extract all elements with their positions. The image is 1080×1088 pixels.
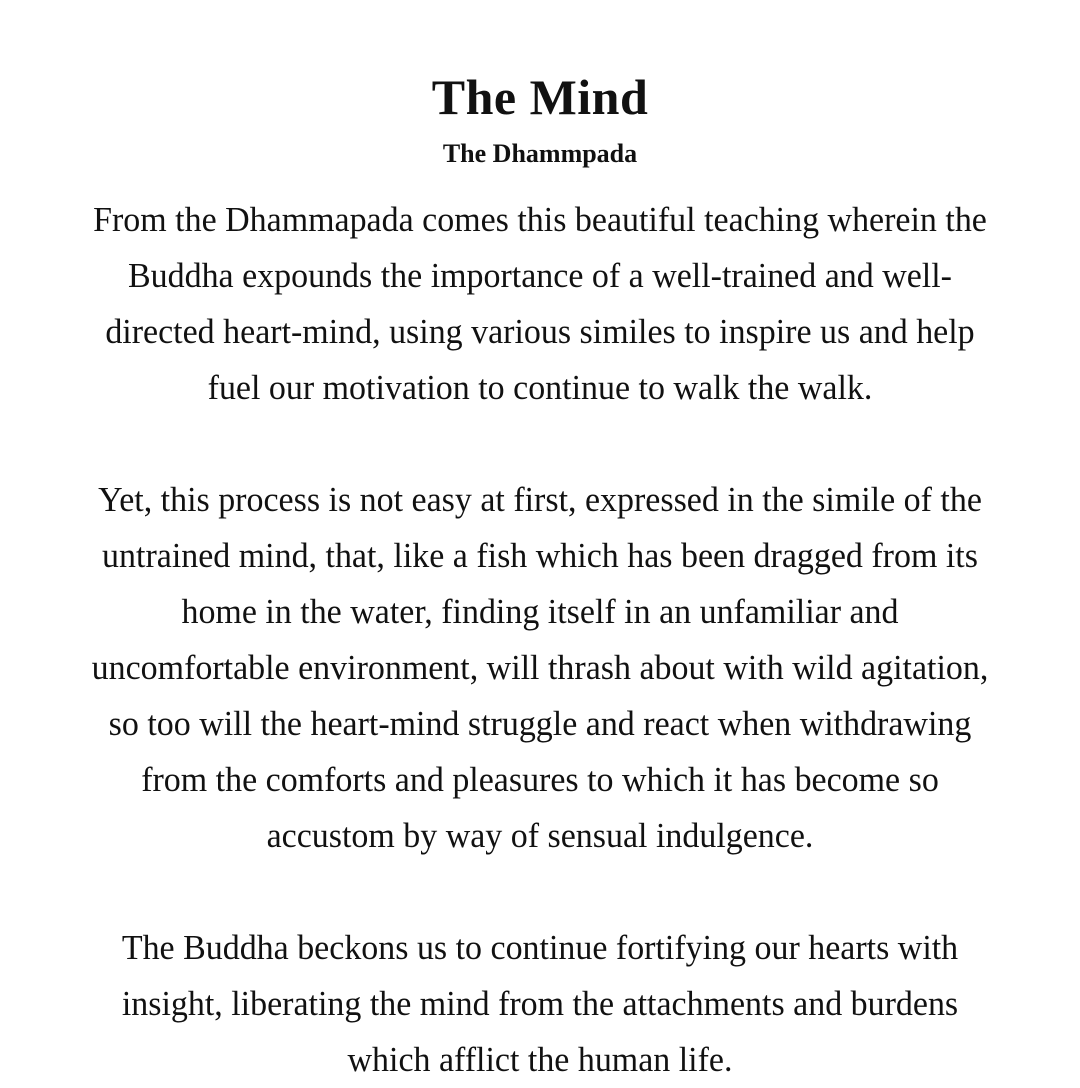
paragraph-line: which afflict the human life. xyxy=(347,1040,733,1079)
page-title: The Mind xyxy=(431,69,649,125)
paragraph-line: Buddha expounds the importance of a well-trained and well- xyxy=(128,256,952,295)
paragraph-line: from the comforts and pleasures to which it has become so xyxy=(141,760,939,799)
paragraph-line: insight, liberating the mind from the attachments and burdens xyxy=(121,984,959,1023)
paragraph-line: The Buddha beckons us to continue fortifying our hearts with xyxy=(121,928,959,967)
paragraph-line: accustom by way of sensual indulgence. xyxy=(266,816,814,855)
paragraph-fish-simile xyxy=(16,472,1064,864)
paragraph-line: Yet, this process is not easy at first, expressed in the simile of the xyxy=(98,480,982,519)
page-subtitle: The Dhammpada xyxy=(442,139,638,168)
paragraph-conclusion xyxy=(16,920,1064,1088)
paragraph-line: From the Dhammapada comes this beautiful teaching wherein the xyxy=(93,200,987,239)
paragraph-intro xyxy=(16,192,1064,416)
paragraph-line: home in the water, finding itself in an unfamiliar and xyxy=(181,592,899,631)
paragraph-line: so too will the heart-mind struggle and react when withdrawing xyxy=(108,704,972,743)
paragraph-line: untrained mind, that, like a fish which has been dragged from its xyxy=(102,536,978,575)
paragraph-line: directed heart-mind, using various similes to inspire us and help xyxy=(105,312,975,351)
paragraph-line: fuel our motivation to continue to walk the walk. xyxy=(207,368,873,407)
paragraph-line: uncomfortable environment, will thrash about with wild agitation, xyxy=(91,648,989,687)
